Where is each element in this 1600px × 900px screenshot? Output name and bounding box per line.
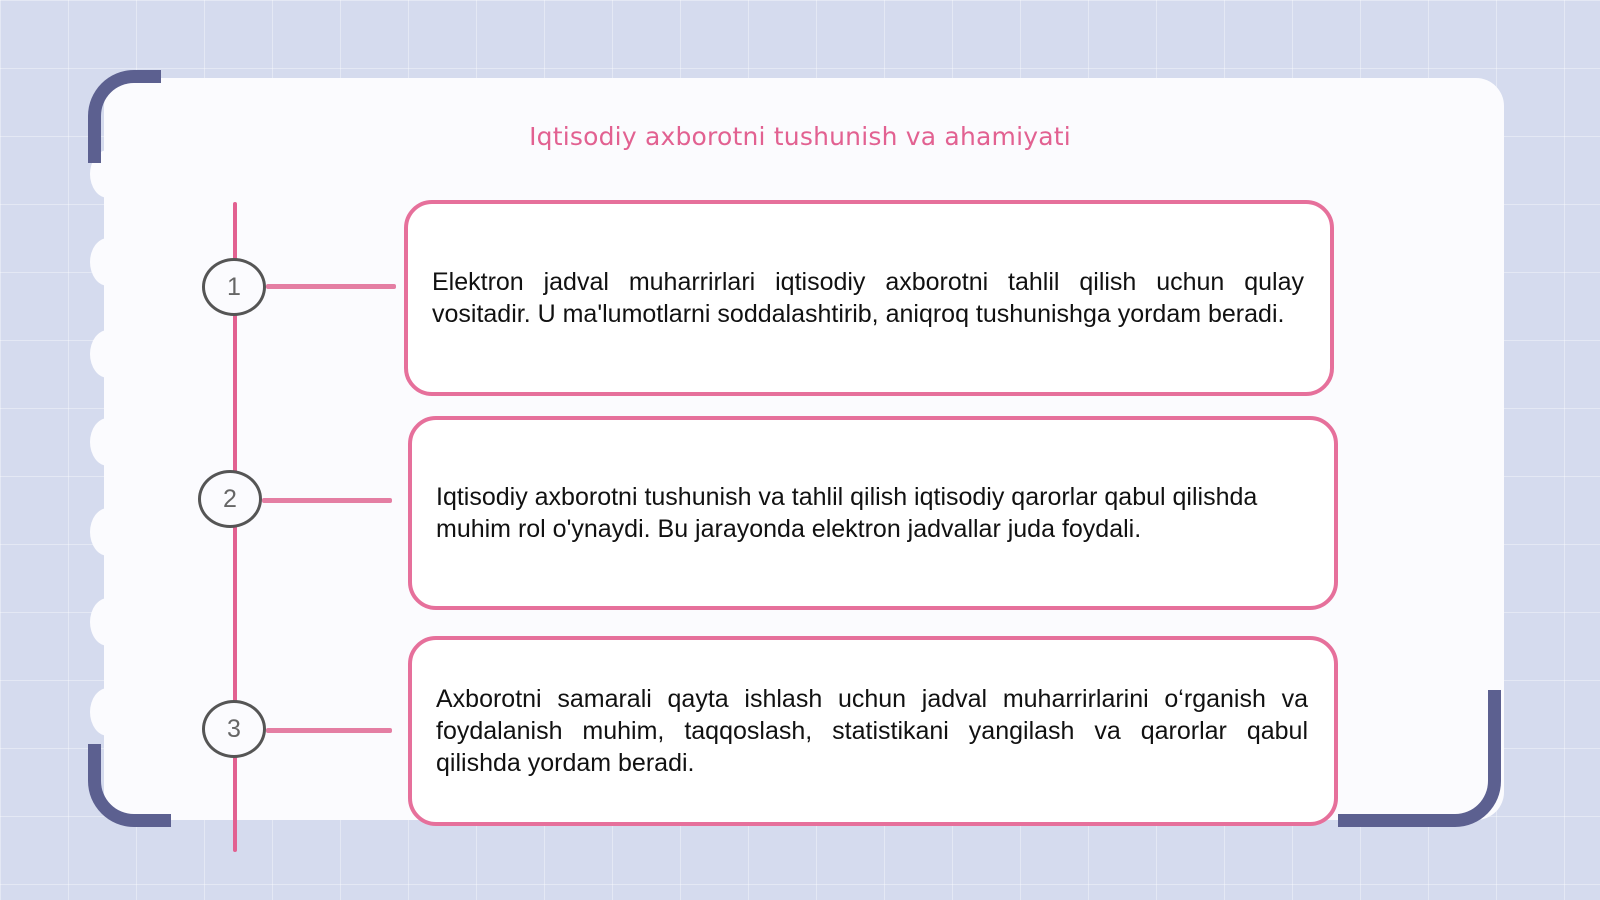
slide-title: Iqtisodiy axborotni tushunish va ahamiyati: [529, 122, 1071, 151]
paper-scallop-edge: [90, 688, 126, 736]
timeline-connector-3: [266, 728, 392, 733]
paper-scallop-edge: [90, 598, 126, 646]
corner-bracket-bottom-right: [1338, 690, 1501, 827]
corner-bracket-top-left: [88, 70, 161, 163]
corner-bracket-bottom-left: [88, 744, 171, 827]
step-card-1: [404, 200, 1334, 396]
paper-scallop-edge: [90, 330, 126, 378]
step-card-text-3: Axborotni samarali qayta ishlash uchun jadval muharrirlarini o‘rganish va foydalanish muhim, taqqoslash, statistikani yangilash va qarorlar qabul qilishda yordam beradi.: [436, 685, 1308, 777]
paper-scallop-edge: [90, 418, 126, 466]
step-card-text-1: Elektron jadval muharrirlari iqtisodiy axborotni tahlil qilish uchun qulay vositadir. U ma'lumotlarni soddalashtirib, aniqroq tushunishga yordam beradi.: [432, 268, 1304, 328]
paper-scallop-edge: [90, 238, 126, 286]
step-number-1: 1: [202, 258, 266, 316]
step-number-3: 3: [202, 700, 266, 758]
timeline-connector-2: [262, 498, 392, 503]
step-number-2: 2: [198, 470, 262, 528]
step-card-3: [408, 636, 1338, 826]
paper-scallop-edge: [90, 508, 126, 556]
step-card-2: [408, 416, 1338, 610]
timeline-connector-1: [266, 284, 396, 289]
step-card-text-2: Iqtisodiy axborotni tushunish va tahlil qilish iqtisodiy qarorlar qabul qilishda muhim rol o'ynaydi. Bu jarayonda elektron jadvallar juda foydali.: [436, 483, 1258, 543]
